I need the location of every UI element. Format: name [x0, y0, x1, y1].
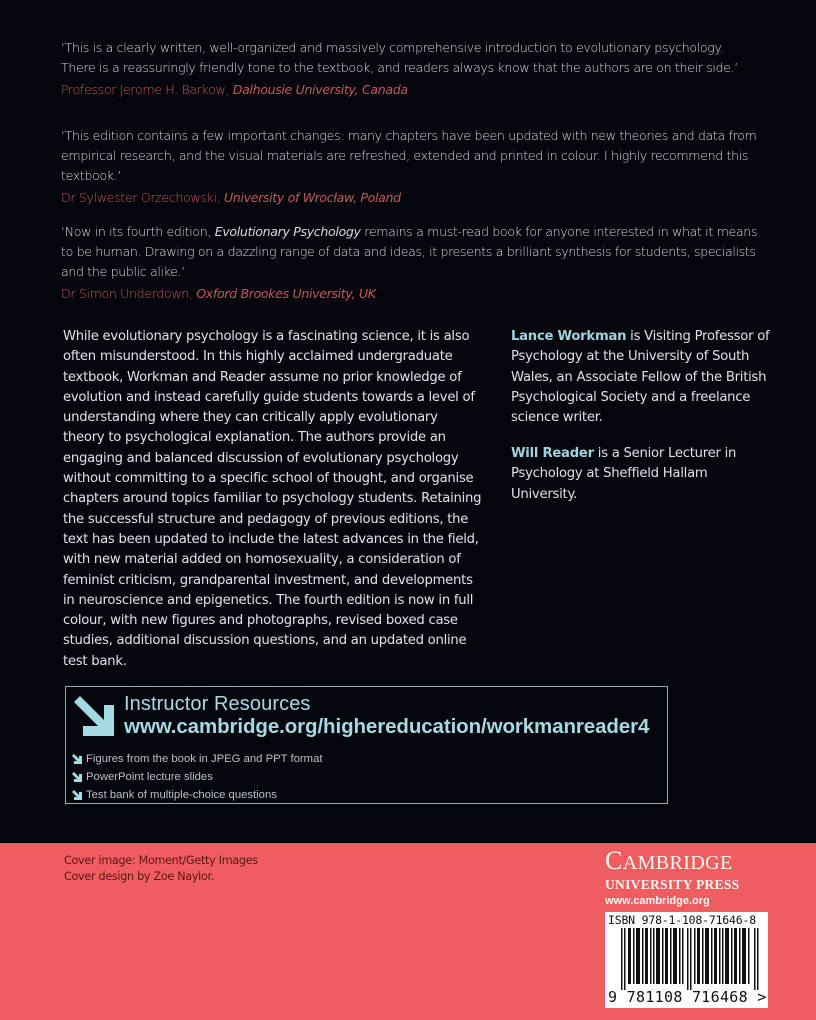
endorser-affiliation: University of Wrocław, Poland [223, 190, 401, 205]
author-name: Lance Workman [511, 329, 627, 344]
publisher-logo [605, 847, 775, 907]
author-bio-text: is a Senior Lecturer in Psychology at Sheffield Hallam University. [511, 446, 737, 502]
cover-image-credit: Cover image: Moment/Getty Images [64, 854, 258, 867]
list-item: Figures from the book in JPEG and PPT format [72, 750, 323, 768]
endorser-name: Professor Jerome H. Barkow [61, 82, 226, 97]
endorser-affiliation: Dalhousie University, Canada [232, 82, 408, 97]
publisher-subtitle: UNIVERSITY PRESS [605, 877, 740, 892]
footer-band [0, 843, 816, 1020]
arrow-down-right-icon [72, 772, 82, 782]
instructor-resources-title: Instructor Resources [124, 693, 311, 715]
endorsement-attribution: Dr Simon Underdown, Oxford Brookes University, UK [61, 286, 376, 301]
cover-design-credit: Cover design by Zoe Naylor. [64, 870, 215, 883]
endorsement-text: ‘Now in its fourth edition, Evolutionary Psychology remains a must-read book for anyone interested in what it means to be human. Drawing on a dazzling range of data and ideas, it presents a brilliant synthesis for students, specialists and the public alike.’ [61, 224, 758, 279]
isbn-barcode [605, 912, 768, 1008]
barcode-icon [621, 928, 759, 990]
arrow-down-right-icon [74, 696, 116, 736]
resource-list [72, 750, 323, 804]
endorsement-1 [61, 38, 761, 100]
endorser-affiliation: Oxford Brookes University, UK [196, 286, 376, 301]
barcode-number: 9 781108 716468 > [608, 988, 767, 1006]
endorsement-3 [61, 222, 761, 304]
arrow-down-right-icon [72, 754, 82, 764]
list-item: PowerPoint lecture slides [72, 768, 323, 786]
author-bio-2 [511, 444, 771, 505]
endorsement-text: ‘This edition contains a few important changes: many chapters have been updated with new theories and data from empirical research, and the visual materials are refreshed, extended and printed in colour. I highly recommend this textbook.’ [61, 128, 757, 183]
book-description: While evolutionary psychology is a fascinating science, it is also often misunderstood. In this highly acclaimed undergraduate textbook, Workman and Reader assume no prior knowledge of evolution and instead carefully guide students towards a level of understanding where they can critically apply evolutionary theory to psychological explanation. The authors provide an engaging and balanced discussion of evolutionary psychology without committing to a specific school of thought, and organise chapters around topics familiar to psychology students. Retaining the successful structure and pedagogy of previous editions, the text has been updated to include the latest advances in the field, with new material added on homosexuality, a consideration of feminist criticism, grandparental investment, and developments in neuroscience and epigenetics. The fourth edition is now in full colour, with new figures and photographs, revised boxed case studies, additional discussion questions, and an updated online test bank. [63, 329, 482, 669]
author-bio-1 [511, 327, 771, 428]
author-bio-text: is Visiting Professor of Psychology at the University of South Wales, an Associate Fellow of the British Psychological Society and a freelance science writer. [511, 329, 770, 426]
arrow-down-right-icon [72, 790, 82, 800]
endorser-name: Dr Sylwester Orzechowski [61, 190, 217, 205]
instructor-resources-link[interactable]: www.cambridge.org/highereducation/workmanreader4 [124, 715, 650, 738]
endorsement-attribution: Professor Jerome H. Barkow, Dalhousie University, Canada [61, 82, 408, 97]
list-item: Test bank of multiple-choice questions [72, 786, 323, 804]
book-title: Evolutionary Psychology [214, 224, 361, 239]
isbn-label: ISBN 978-1-108-71646-8 [608, 913, 756, 927]
endorsement-2 [61, 126, 761, 208]
instructor-resources-box [65, 686, 668, 804]
author-name: Will Reader [511, 446, 594, 461]
publisher-website[interactable]: www.cambridge.org [605, 895, 710, 907]
cover-credits [64, 853, 258, 885]
publisher-name: CAMBRIDGE [605, 846, 733, 875]
endorsement-attribution: Dr Sylwester Orzechowski, University of Wrocław, Poland [61, 190, 401, 205]
endorsement-text: ‘This is a clearly written, well-organized and massively comprehensive introduction to evolutionary psychology. There is a reassuringly friendly tone to the textbook, and readers always know that the authors are on their side.’ [61, 40, 738, 75]
endorser-name: Dr Simon Underdown [61, 286, 189, 301]
